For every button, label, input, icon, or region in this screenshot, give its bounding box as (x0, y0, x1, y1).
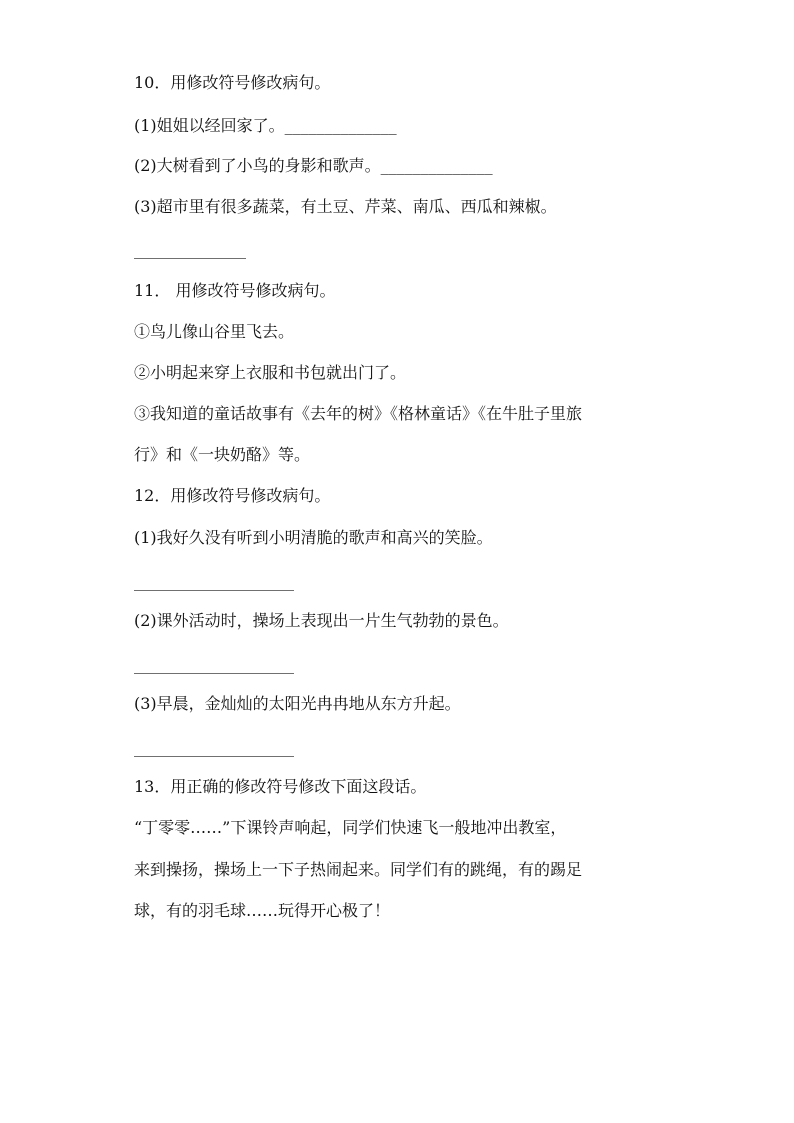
answer-blank: ____________________ (134, 655, 294, 674)
question-12-heading: 12．用修改符号修改病句。 (134, 486, 331, 505)
question-10-item-1: (1)姐姐以经回家了。______________ (134, 116, 397, 135)
answer-blank: ______________ (134, 240, 246, 259)
question-12-item-1: (1)我好久没有听到小明清脆的歌声和高兴的笑脸。 (134, 528, 493, 547)
question-13-paragraph-line-1: “丁零零……”下课铃声响起，同学们快速飞一般地冲出教室， (134, 818, 567, 837)
question-11-item-2: ②小明起来穿上衣服和书包就出门了。 (134, 363, 407, 382)
answer-blank: ____________________ (134, 572, 294, 591)
question-13-paragraph-line-2: 来到操扬，操场上一下子热闹起来。同学们有的跳绳，有的踢足 (134, 860, 583, 879)
question-11-heading: 11． 用修改符号修改病句。 (134, 281, 336, 300)
question-10-heading: 10．用修改符号修改病句。 (134, 73, 331, 92)
question-10-item-2: (2)大树看到了小鸟的身影和歌声。______________ (134, 156, 493, 175)
question-11-item-3: ③我知道的童话故事有《去年的树》《格林童话》《在牛肚子里旅 (134, 404, 583, 423)
question-11-item-3-cont: 行》和《一块奶酪》等。 (134, 445, 311, 464)
question-12-item-2: (2)课外活动时，操场上表现出一片生气勃勃的景色。 (134, 611, 509, 630)
answer-blank: ____________________ (134, 738, 294, 757)
question-13-paragraph-line-3: 球，有的羽毛球……玩得开心极了！ (134, 901, 391, 920)
question-10-item-3: (3)超市里有很多蔬菜，有土豆、芹菜、南瓜、西瓜和辣椒。 (134, 197, 557, 216)
question-13-heading: 13．用正确的修改符号修改下面这段话。 (134, 777, 427, 796)
question-11-item-1: ①鸟儿像山谷里飞去。 (134, 322, 295, 341)
question-12-item-3: (3)早晨，金灿灿的太阳光冉冉地从东方升起。 (134, 694, 461, 713)
